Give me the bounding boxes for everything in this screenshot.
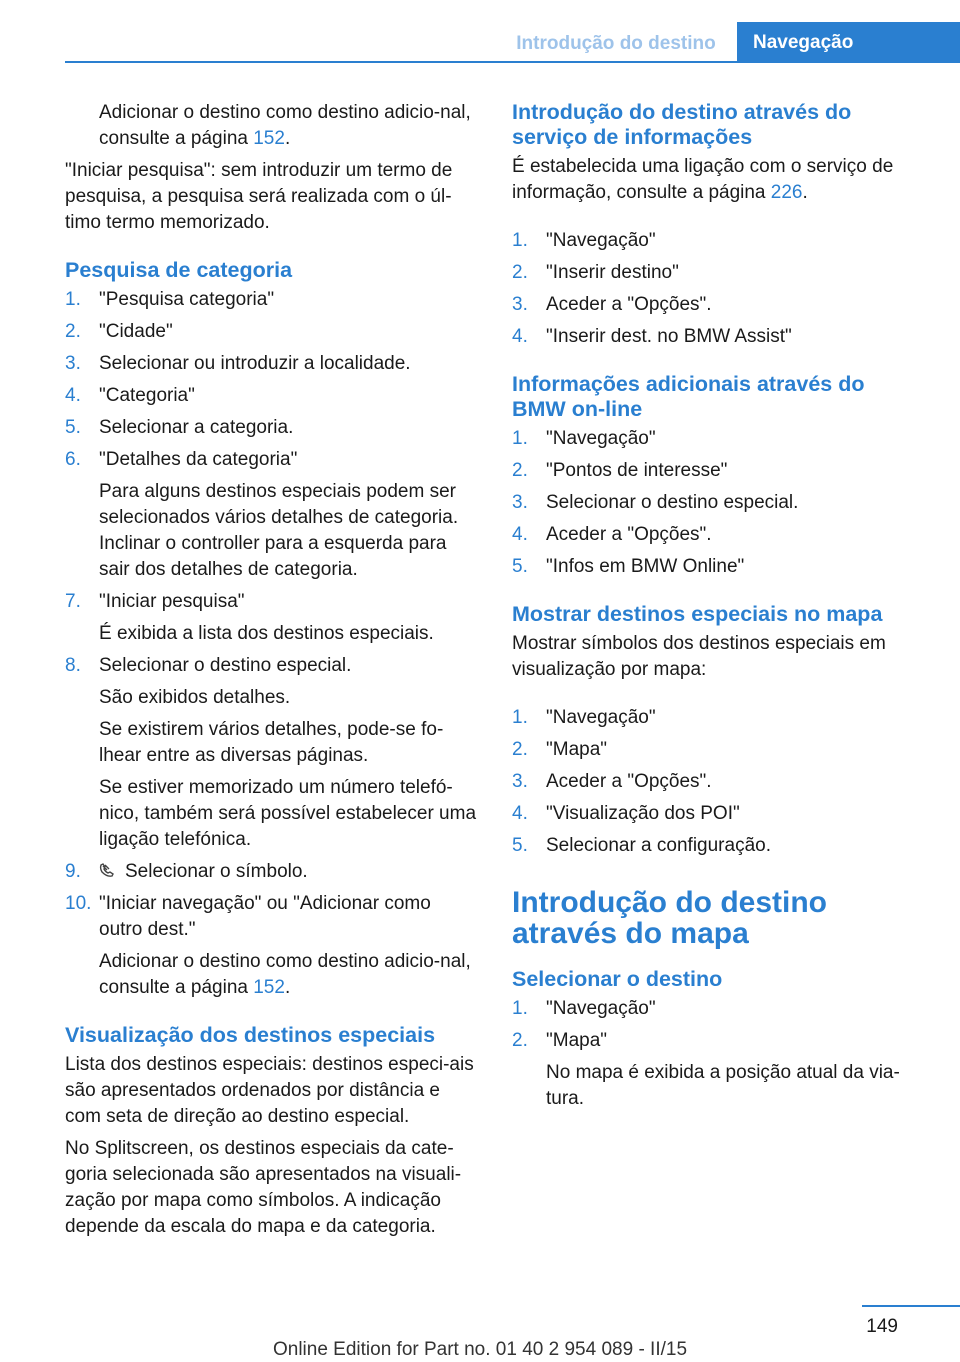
list-item: 3. Aceder a "Opções". [512, 294, 712, 315]
list-item: 4. "Inserir dest. no BMW Assist" [512, 326, 792, 347]
intro-paragraph-1: Adicionar o destino como destino adicio‐nal, consulte a página 152. [99, 102, 471, 149]
list-item: 3. Selecionar ou introduzir a localidade. [65, 353, 411, 374]
page-link[interactable]: 152 [253, 128, 285, 149]
list-item: 10. "Iniciar navegação" ou "Adicionar como outro dest." Adicionar o destino como destino adicio‐nal, consulte a página 152. [65, 891, 477, 1001]
right-column [512, 100, 924, 1118]
list-item: 1. "Pesquisa categoria" [65, 289, 275, 310]
footer-rule [862, 1305, 960, 1307]
map-poi-steps [512, 705, 924, 859]
list-item: 9. Selecionar o símbolo. [65, 861, 308, 882]
list-item: 6. "Detalhes da categoria" Para alguns destinos especiais podem ser selecionados vários detalhes de categoria. Inclinar o controller para a esquerda para sair dos detalhes de categoria. [65, 447, 477, 583]
bmw-online-heading: Informações adicionais através do BMW on-line [512, 372, 865, 421]
list-item-note: Se estiver memorizado um número telefó‐nico, também será possível estabelecer uma ligação telefónica. [99, 777, 477, 850]
list-item: 2. "Cidade" [65, 321, 173, 342]
header-chapter-tab[interactable]: Navegação [737, 22, 960, 63]
left-column [65, 100, 477, 1246]
map-poi-heading: Mostrar destinos especiais no mapa [512, 602, 883, 626]
list-item: 2. "Pontos de interesse" [512, 460, 728, 481]
select-destination-heading: Selecionar o destino [512, 967, 723, 991]
list-item-note: É exibida a lista dos destinos especiais. [99, 623, 434, 644]
list-item: 2. "Inserir destino" [512, 262, 679, 283]
info-service-paragraph: É estabelecida uma ligação com o serviço de informação, consulte a página 226. [512, 156, 894, 203]
info-service-steps [512, 228, 924, 350]
list-item-note: Adicionar o destino como destino adicio‐nal, consulte a página 152. [99, 951, 471, 998]
list-item: 5. Selecionar a configuração. [512, 835, 771, 856]
poi-display-heading: Visualização dos destinos especiais [65, 1023, 436, 1047]
list-item: 1. "Navegação" [512, 230, 656, 251]
list-item: 1. "Navegação" [512, 428, 656, 449]
list-item: 2. "Mapa" [512, 739, 608, 760]
edition-footer: Online Edition for Part no. 01 40 2 954 089 - II/15 [272, 1339, 688, 1360]
map-poi-paragraph: Mostrar símbolos dos destinos especiais em visualização por mapa: [512, 633, 886, 680]
phone-connect-icon [99, 861, 117, 877]
page-link[interactable]: 152 [253, 977, 285, 998]
category-search-heading: Pesquisa de categoria [65, 258, 293, 282]
select-destination-steps [512, 996, 924, 1112]
list-item: 4. "Categoria" [65, 385, 195, 406]
list-item: 1. "Navegação" [512, 998, 656, 1019]
map-destination-heading: Introdução do destino através do mapa [512, 886, 827, 950]
bmw-online-steps [512, 426, 924, 580]
info-service-heading: Introdução do destino através do serviço de informações [512, 100, 852, 149]
intro-paragraph-2: "Iniciar pesquisa": sem introduzir um termo de pesquisa, a pesquisa será realizada com o úl‐timo termo memorizado. [65, 160, 453, 233]
list-item: 1. "Navegação" [512, 707, 656, 728]
page-link[interactable]: 226 [770, 182, 803, 203]
list-item: 3. Selecionar o destino especial. [512, 492, 799, 513]
category-steps-list [65, 287, 477, 1001]
poi-display-paragraph-1: Lista dos destinos especiais: destinos especi‐ais são apresentados ordenados por distância e com seta de direção ao destino especial. [65, 1054, 474, 1127]
list-item: 8. Selecionar o destino especial. São exibidos detalhes. Se existirem vários detalhes, pode-se fo‐lhear entre as diversas páginas. Se estiver memorizado um número telefó‐nico, também será possível estabelecer uma ligação telefónica. [65, 653, 477, 853]
list-item: 4. "Visualização dos POI" [512, 803, 740, 824]
list-item-note: Para alguns destinos especiais podem ser selecionados vários detalhes de categoria. Inclinar o controller para a esquerda para sair dos detalhes de categoria. [99, 481, 459, 580]
list-item: 5. "Infos em BMW Online" [512, 556, 745, 577]
list-item: 4. Aceder a "Opções". [512, 524, 712, 545]
list-item-note: São exibidos detalhes. [99, 687, 291, 708]
list-item-note: Se existirem vários detalhes, pode-se fo‐lhear entre as diversas páginas. [99, 719, 444, 766]
list-item: 2. "Mapa" No mapa é exibida a posição atual da via‐tura. [512, 1028, 924, 1112]
list-item: 3. Aceder a "Opções". [512, 771, 712, 792]
header-section-tab[interactable]: Introdução do destino [516, 33, 716, 54]
poi-display-paragraph-2: No Splitscreen, os destinos especiais da cate‐goria selecionada são apresentados na visuali‐zação por mapa como símbolos. A indicação depende da escala do mapa e da categoria. [65, 1138, 462, 1237]
list-item: 7. "Iniciar pesquisa" É exibida a lista dos destinos especiais. [65, 589, 477, 647]
list-item: 5. Selecionar a categoria. [65, 417, 294, 438]
list-item-note: No mapa é exibida a posição atual da via‐tura. [546, 1062, 900, 1109]
page-number: 149 [866, 1316, 898, 1337]
